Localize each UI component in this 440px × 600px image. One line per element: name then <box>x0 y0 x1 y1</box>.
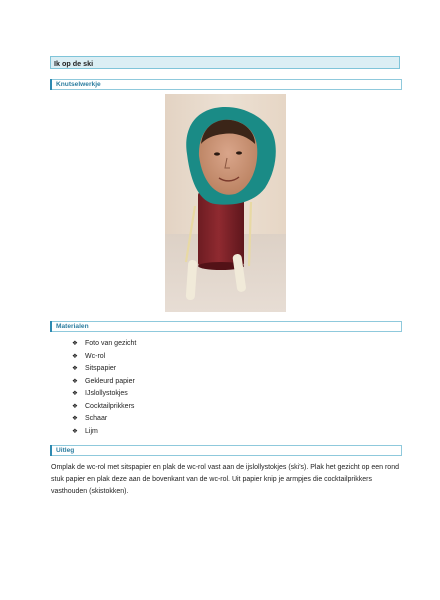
diamond-bullet-icon: ❖ <box>72 365 78 372</box>
craft-photo <box>165 94 286 312</box>
diamond-bullet-icon: ❖ <box>72 402 78 410</box>
diamond-bullet-icon: ❖ <box>72 415 78 422</box>
list-item-text: Schaar <box>85 415 108 422</box>
list-item <box>72 376 136 389</box>
list-item <box>72 351 136 364</box>
section-heading-materials-text: Materialen <box>56 323 89 330</box>
section-heading-craft-text: Knutselwerkje <box>56 81 101 88</box>
document-title-text: Ik op de ski <box>54 59 94 68</box>
list-item <box>72 338 136 351</box>
list-item-text: Wc-rol <box>85 352 106 360</box>
list-item <box>72 413 136 426</box>
list-item-text: Lijm <box>85 427 98 435</box>
section-heading-explanation-text: Uitleg <box>56 447 75 454</box>
list-item-text: IJslollystokjes <box>85 390 128 397</box>
materials-list <box>72 338 136 438</box>
diamond-bullet-icon: ❖ <box>72 377 78 385</box>
document-title <box>50 56 400 69</box>
list-item-text: Foto van gezicht <box>85 340 137 347</box>
list-item-text: Sitspapier <box>85 365 117 372</box>
list-item <box>72 363 136 376</box>
list-item <box>72 388 136 401</box>
list-item-text: Gekleurd papier <box>85 377 135 385</box>
section-heading-explanation <box>50 445 402 456</box>
diamond-bullet-icon: ❖ <box>72 340 78 347</box>
list-item <box>72 401 136 414</box>
diamond-bullet-icon: ❖ <box>72 390 78 397</box>
list-item <box>72 426 136 439</box>
section-heading-craft <box>50 79 402 90</box>
explanation-text: Omplak de wc-rol met sitspapier en plak de wc-rol vast aan de ijslollystokjes (ski's). Plak het gezicht op een rond stuk papier en plak deze aan de bovenkant van de wc-rol. Uit papier knip je armpjes die cocktailprikkers vasthouden (skistokken). <box>51 464 399 496</box>
list-item-text: Cocktailprikkers <box>85 402 135 410</box>
diamond-bullet-icon: ❖ <box>72 427 78 435</box>
diamond-bullet-icon: ❖ <box>72 352 78 360</box>
section-heading-materials <box>50 321 402 332</box>
